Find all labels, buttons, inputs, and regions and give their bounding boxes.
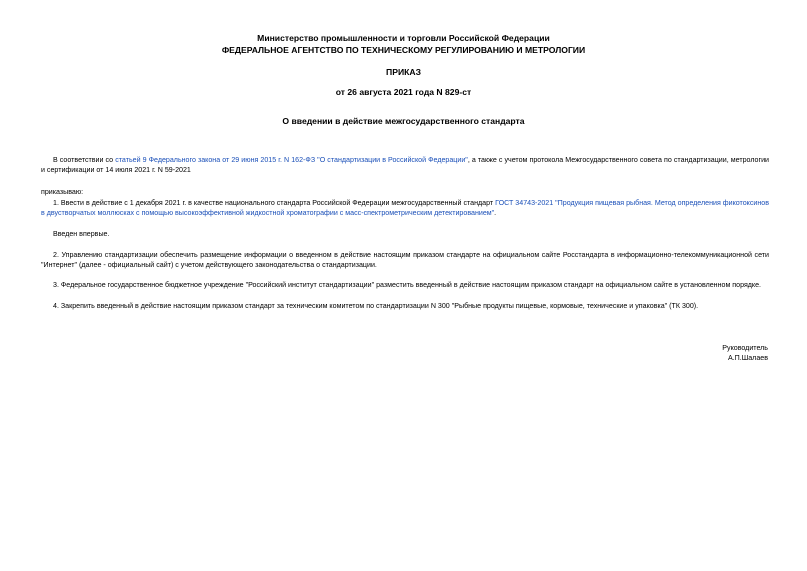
item-1-lead: 1. Ввести в действие с 1 декабря 2021 г. в качестве национального стандарта Российской Федерации межгосударственный стандарт (53, 199, 496, 207)
ministry-name: Министерство промышленности и торговли Российской Федерации (257, 33, 550, 43)
order-word: приказываю: (41, 188, 84, 196)
gost-link[interactable]: ГОСТ 34743-2021 "Продукция пищевая рыбная. Метод определения фикотоксинов в двустворчатых моллюсках с помощью высокоэффективной жидкостной хроматографии с масс-спектрометрическим детектированием" (41, 199, 769, 217)
preamble-lead: В соответствии со (53, 156, 116, 164)
agency-name: ФЕДЕРАЛЬНОЕ АГЕНТСТВО ПО ТЕХНИЧЕСКОМУ РЕГУЛИРОВАНИЮ И МЕТРОЛОГИИ (221, 45, 586, 55)
law-link[interactable]: статьей 9 Федерального закона от 29 июня 2015 г. N 162-ФЗ "О стандартизации в Российской Федерации" (115, 156, 468, 164)
preamble-tail: , а также с учетом протокола Межгосударственного совета по стандартизации, метрологии и сертификации от 14 июля 2021 г. N 59-2021 (41, 156, 769, 174)
item-4-paragraph: 4. Закрепить введенный в действие настоящим приказом стандарт за техническим комитетом по стандартизации N 300 "Рыбные продукты пищевые, кормовые, технические и упаковка" (ТК 300). (53, 302, 699, 310)
item-1-tail: . (494, 209, 497, 217)
item-1-paragraph (41, 198, 769, 218)
signatory-position: Руководитель (722, 344, 768, 352)
document-title: О введении в действие межгосударственного стандарта (282, 116, 525, 126)
introduced-first-time: Введен впервые. (53, 230, 110, 238)
document-type: ПРИКАЗ (386, 67, 421, 77)
preamble-paragraph (41, 155, 769, 175)
signatory-name: А.П.Шалаев (727, 354, 768, 362)
item-2-paragraph: 2. Управлению стандартизации обеспечить размещение информации о введенном в действие настоящим приказом стандарте на официальном сайте Росстандарта в информационно-телекоммуникационной сети "Интернет" (далее - официальный сайт) с учетом действующего законодательства о стандартизации. (41, 251, 769, 269)
item-3-paragraph: 3. Федеральное государственное бюджетное учреждение "Российский институт стандартизации" разместить введенный в действие настоящим приказом стандарт на официальном сайте в установленном порядке. (53, 281, 762, 289)
document-date-number: от 26 августа 2021 года N 829-ст (335, 87, 472, 97)
